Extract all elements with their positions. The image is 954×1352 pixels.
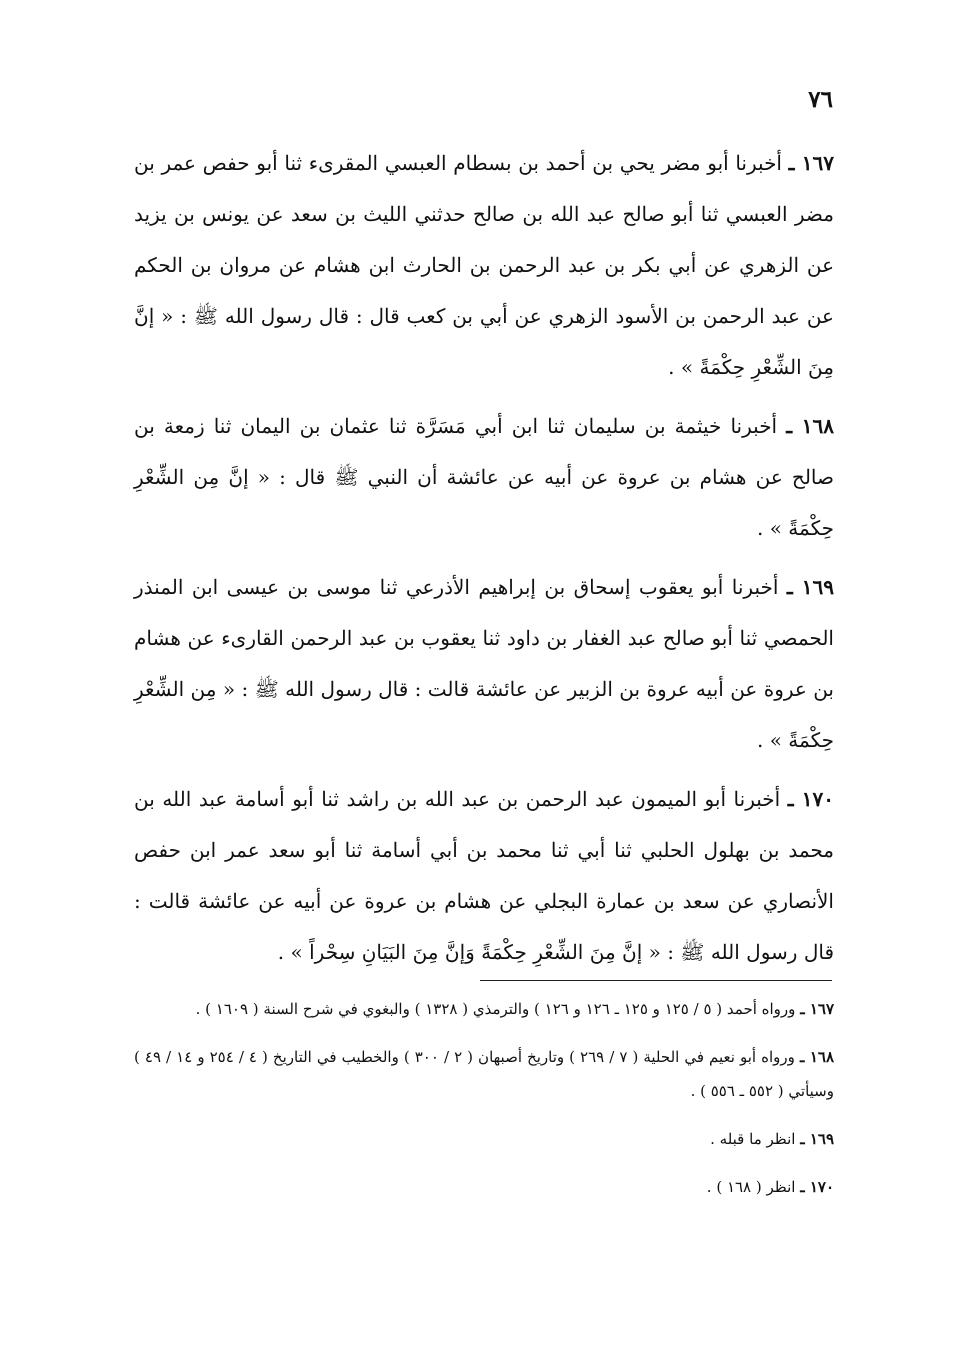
footnote xyxy=(134,992,834,1026)
hadith-paragraph xyxy=(134,774,834,978)
page-number: ٧٦ xyxy=(808,86,833,113)
footnote xyxy=(134,1122,834,1156)
hadith-paragraph xyxy=(134,401,834,554)
hadith-paragraph xyxy=(134,138,834,393)
footnote-number: ١٧٠ ـ xyxy=(800,1178,834,1196)
body-text xyxy=(134,138,834,986)
footnote-number: ١٦٩ ـ xyxy=(800,1130,834,1148)
footnote-text: انظر ( ١٦٨ ) . xyxy=(706,1178,796,1196)
hadith-text: أخبرنا أبو مضر يحي بن أحمد بن بسطام العبسي المقرىء ثنا أبو حفص عمر بن مضر العبسي ثنا أبو صالح عبد الله بن صالح حدثني الليث بن سعد عن يونس بن يزيد عن الزهري عن أبي بكر بن عبد الرحمن بن الحارث ابن هشام عن مروان بن الحكم عن عبد الرحمن بن الأسود الزهري عن أبي بن كعب قال : قال رسول الله ﷺ : « إنَّ مِنَ الشِّعْرِ حِكْمَةً » . xyxy=(134,151,834,379)
hadith-number: ١٦٩ ـ xyxy=(786,575,835,599)
footnote-number: ١٦٧ ـ xyxy=(800,1000,834,1018)
hadith-text: أخبرنا أبو يعقوب إسحاق بن إبراهيم الأذرعي ثنا موسى بن عيسى ابن المنذر الحمصي ثنا أبو صالح عبد الغفار بن داود ثنا يعقوب بن عبد الرحمن القارىء عن هشام بن عروة عن أبيه عروة بن الزبير عن عائشة قالت : قال رسول الله ﷺ : « مِن الشِّعْرِ حِكْمَةً » . xyxy=(134,575,834,752)
hadith-number: ١٦٨ ـ xyxy=(786,414,834,438)
hadith-paragraph xyxy=(134,562,834,766)
hadith-number: ١٦٧ ـ xyxy=(788,151,835,175)
footnote xyxy=(134,1170,834,1204)
footnote-text: انظر ما قبله . xyxy=(710,1130,796,1148)
footnote-text: ورواه أحمد ( ٥ / ١٢٥ و ١٢٥ ـ ١٢٦ و ١٢٦ ) والترمذي ( ١٣٢٨ ) والبغوي في شرح السنة ( ١٦٠٩ ) . xyxy=(195,1000,796,1018)
footnote-number: ١٦٨ ـ xyxy=(799,1048,835,1066)
hadith-text: أخبرنا أبو الميمون عبد الرحمن بن عبد الله بن راشد ثنا أبو أسامة عبد الله بن محمد بن بهلول الحلبي ثنا أبي ثنا محمد بن أبي أسامة ثنا أبو سعد عمر ابن حفص الأنصاري عن سعد بن عمارة البجلي عن هشام بن عروة عن أبيه عن عائشة قالت : قال رسول الله ﷺ : « إنَّ مِنَ الشِّعْرِ حِكْمَةً وَإنَّ مِنَ البَيَانِ سِحْراً » . xyxy=(134,787,834,964)
footnote-text: ورواه أبو نعيم في الحلية ( ٧ / ٢٦٩ ) وتاريخ أصبهان ( ٢ / ٣٠٠ ) والخطيب في التاريخ ( ٤ / ٢٥٤ و ١٤ / ٤٩ ) وسيأتي ( ٥٥٢ ـ ٥٥٦ ) . xyxy=(134,1048,834,1100)
footnotes xyxy=(134,992,834,1218)
hadith-number: ١٧٠ ـ xyxy=(787,787,834,811)
footnote-rule xyxy=(480,980,832,981)
hadith-text: أخبرنا خيثمة بن سليمان ثنا ابن أبي مَسَرَّة ثنا عثمان بن اليمان ثنا زمعة بن صالح عن هشام بن عروة عن أبيه عن عائشة أن النبي ﷺ قال : « إنَّ مِن الشِّعْرِ حِكْمَةً » . xyxy=(134,414,834,540)
footnote xyxy=(134,1040,834,1108)
